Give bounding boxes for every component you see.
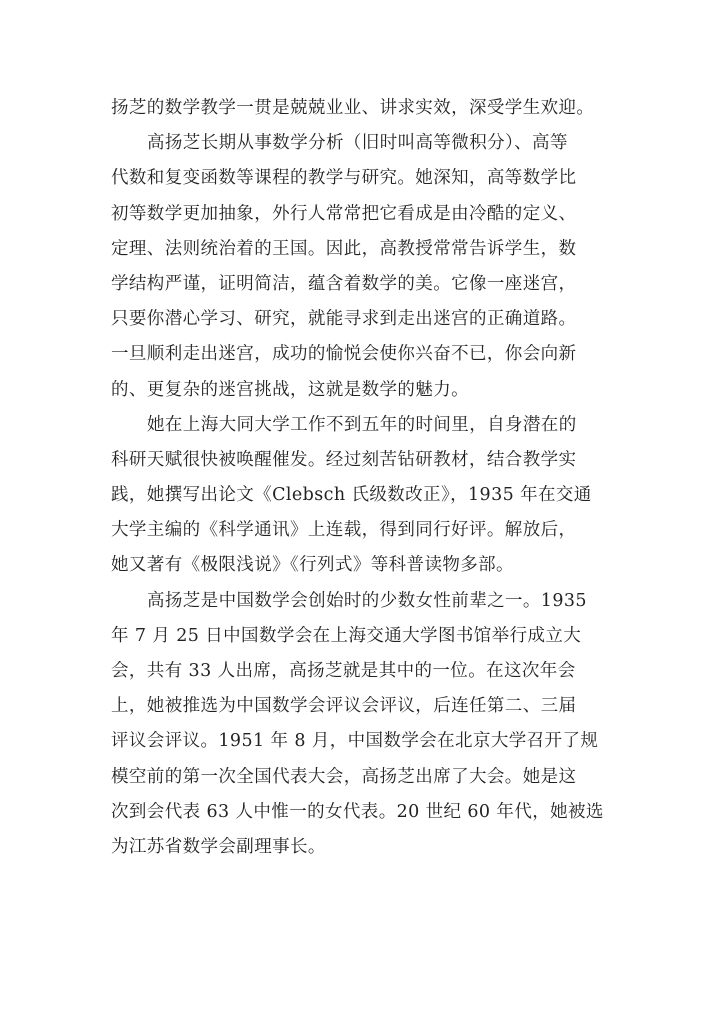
text-line: 模空前的第一次全国代表大会，高扬芝出席了大会。她是这 [111,766,577,787]
text-line: 践，她撰写出论文《Clebsch 氏级数改正》，1935 年在交通 [111,485,592,506]
text-line: 次到会代表 63 人中惟一的女代表。20 世纪 60 年代，她被选 [111,801,604,822]
text-line: 代数和复变函数等课程的教学与研究。她深知，高等数学比 [111,168,577,189]
text-line: 评议会评议。1951 年 8 月，中国数学会在北京大学召开了规 [111,731,599,752]
text-line: 上，她被推选为中国数学会评议会评议，后连任第二、三届 [111,696,577,717]
text-line: 会，共有 33 人出席，高扬芝就是其中的一位。在这次年会 [111,661,576,681]
text-line: 大学主编的《科学通讯》上连载，得到同行好评。解放后， [111,520,577,541]
text-line: 的、更复杂的迷宫挑战，这就是数学的魅力。 [111,379,469,400]
text-line: 只要你潜心学习、研究，就能寻求到走出迷宫的正确道路。 [111,309,577,330]
text-line: 学结构严谨，证明简洁，蕴含着数学的美。它像一座迷宫， [111,273,577,294]
text-line: 年 7 月 25 日中国数学会在上海交通大学图书馆举行成立大 [111,625,582,646]
body-text [111,91,631,865]
text-line: 扬芝的数学教学一贯是兢兢业业、讲求实效，深受学生欢迎。 [111,98,595,118]
text-line: 她又著有《极限浅说》《行列式》等科普读物多部。 [111,555,514,576]
text-line: 初等数学更加抽象，外行人常常把它看成是由冷酷的定义、 [111,203,577,224]
text-line: 为江苏省数学会副理事长。 [111,836,326,857]
text-line: 定理、法则统治着的王国。因此，高教授常常告诉学生，数 [111,238,577,259]
text-line: 一旦顺利走出迷宫，成功的愉悦会使你兴奋不已，你会向新 [111,344,577,365]
text-line: 高扬芝是中国数学会创始时的少数女性前辈之一。1935 [147,590,587,611]
text-line: 高扬芝长期从事数学分析（旧时叫高等微积分）、高等 [147,133,568,154]
text-line: 科研天赋很快被唤醒催发。经过刻苦钻研教材，结合教学实 [111,449,577,470]
text-line: 她在上海大同大学工作不到五年的时间里，自身潜在的 [147,414,577,435]
